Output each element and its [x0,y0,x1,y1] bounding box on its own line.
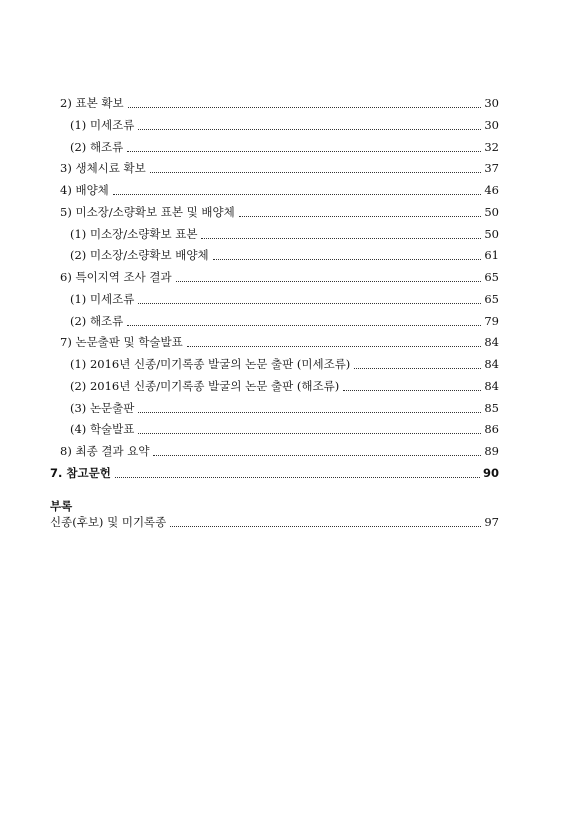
toc-entry-label: 3) 생체시료 확보 [60,161,146,175]
toc-entry-7-3 [70,400,499,416]
toc-chapter-references [50,465,499,481]
dot-leader [138,129,481,130]
toc-entry-7-4 [70,421,499,437]
toc-entry-label: (2) 해조류 [70,314,124,328]
toc-entry-label: (2) 해조류 [70,140,124,154]
toc-entry-label: 7) 논문출판 및 학술발표 [60,335,183,349]
toc-entry-page: 30 [484,96,499,110]
toc-entry-label: 8) 최종 결과 요약 [60,444,150,458]
toc-entry-page: 79 [484,314,499,328]
dot-leader [127,325,481,326]
toc-entry-label: (1) 미세조류 [70,118,135,132]
dot-leader [138,412,481,413]
toc-entry-4 [60,182,499,198]
dot-leader [150,172,482,173]
toc-entry-label: (1) 미세조류 [70,292,135,306]
toc-entry-7-1 [70,356,499,372]
toc-entry-2 [60,95,499,111]
toc-entry-5-2 [70,247,499,263]
toc-entry-label: (1) 미소장/소량확보 표본 [70,227,198,241]
dot-leader [213,259,482,260]
toc-entry-page: 61 [484,248,499,262]
toc-entry-6-1 [70,291,499,307]
toc-entry-label: 2) 표본 확보 [60,96,124,110]
dot-leader [127,151,481,152]
toc-entry-page: 32 [484,140,499,154]
toc-entry-page: 65 [484,270,499,284]
toc-entry-page: 50 [484,227,499,241]
toc-entry-7 [60,334,499,350]
toc-entry-8 [60,443,499,459]
toc-entry-page: 84 [484,357,499,371]
appendix-heading: 부록 [50,499,73,513]
dot-leader [239,216,482,217]
toc-entry-page: 65 [484,292,499,306]
dot-leader [115,477,480,478]
dot-leader [354,368,481,369]
toc-entry-3 [60,160,499,176]
toc-entry-page: 90 [482,466,499,480]
toc-entry-label: (2) 2016년 신종/미기록종 발굴의 논문 출판 (해조류) [70,379,340,393]
toc-entry-6-2 [70,313,499,329]
toc-entry-6 [60,269,499,285]
toc-entry-page: 46 [484,183,499,197]
toc-entry-2-2 [70,139,499,155]
dot-leader [128,107,482,108]
toc-entry-2-1 [70,117,499,133]
dot-leader [153,455,481,456]
toc-entry-label: 4) 배양체 [60,183,109,197]
dot-leader [138,303,481,304]
dot-leader [343,390,481,391]
toc-entry-label: (1) 2016년 신종/미기록종 발굴의 논문 출판 (미세조류) [70,357,351,371]
appendix-entry [50,514,499,530]
toc-entry-label: 6) 특이지역 조사 결과 [60,270,172,284]
toc-entry-5 [60,204,499,220]
dot-leader [113,194,482,195]
toc-entry-page: 85 [484,401,499,415]
toc-entry-5-1 [70,226,499,242]
dot-leader [176,281,482,282]
toc-entry-page: 84 [484,379,499,393]
dot-leader [170,526,481,527]
toc-entry-page: 37 [484,161,499,175]
dot-leader [138,433,481,434]
toc-entry-label: 신종(후보) 및 미기록종 [50,515,167,529]
toc-entry-label: 7. 참고문헌 [50,466,111,480]
toc-entry-page: 30 [484,118,499,132]
dot-leader [187,346,482,347]
toc-entry-page: 84 [484,335,499,349]
toc-entry-page: 97 [484,515,499,529]
toc-entry-7-2 [70,378,499,394]
toc-entry-label: 5) 미소장/소량확보 표본 및 배양체 [60,205,235,219]
dot-leader [201,238,481,239]
toc-entry-page: 50 [484,205,499,219]
toc-entry-page: 86 [484,422,499,436]
toc-entry-label: (2) 미소장/소량확보 배양체 [70,248,209,262]
toc-entry-label: (4) 학술발표 [70,422,135,436]
toc-entry-label: (3) 논문출판 [70,401,135,415]
toc-entry-page: 89 [484,444,499,458]
